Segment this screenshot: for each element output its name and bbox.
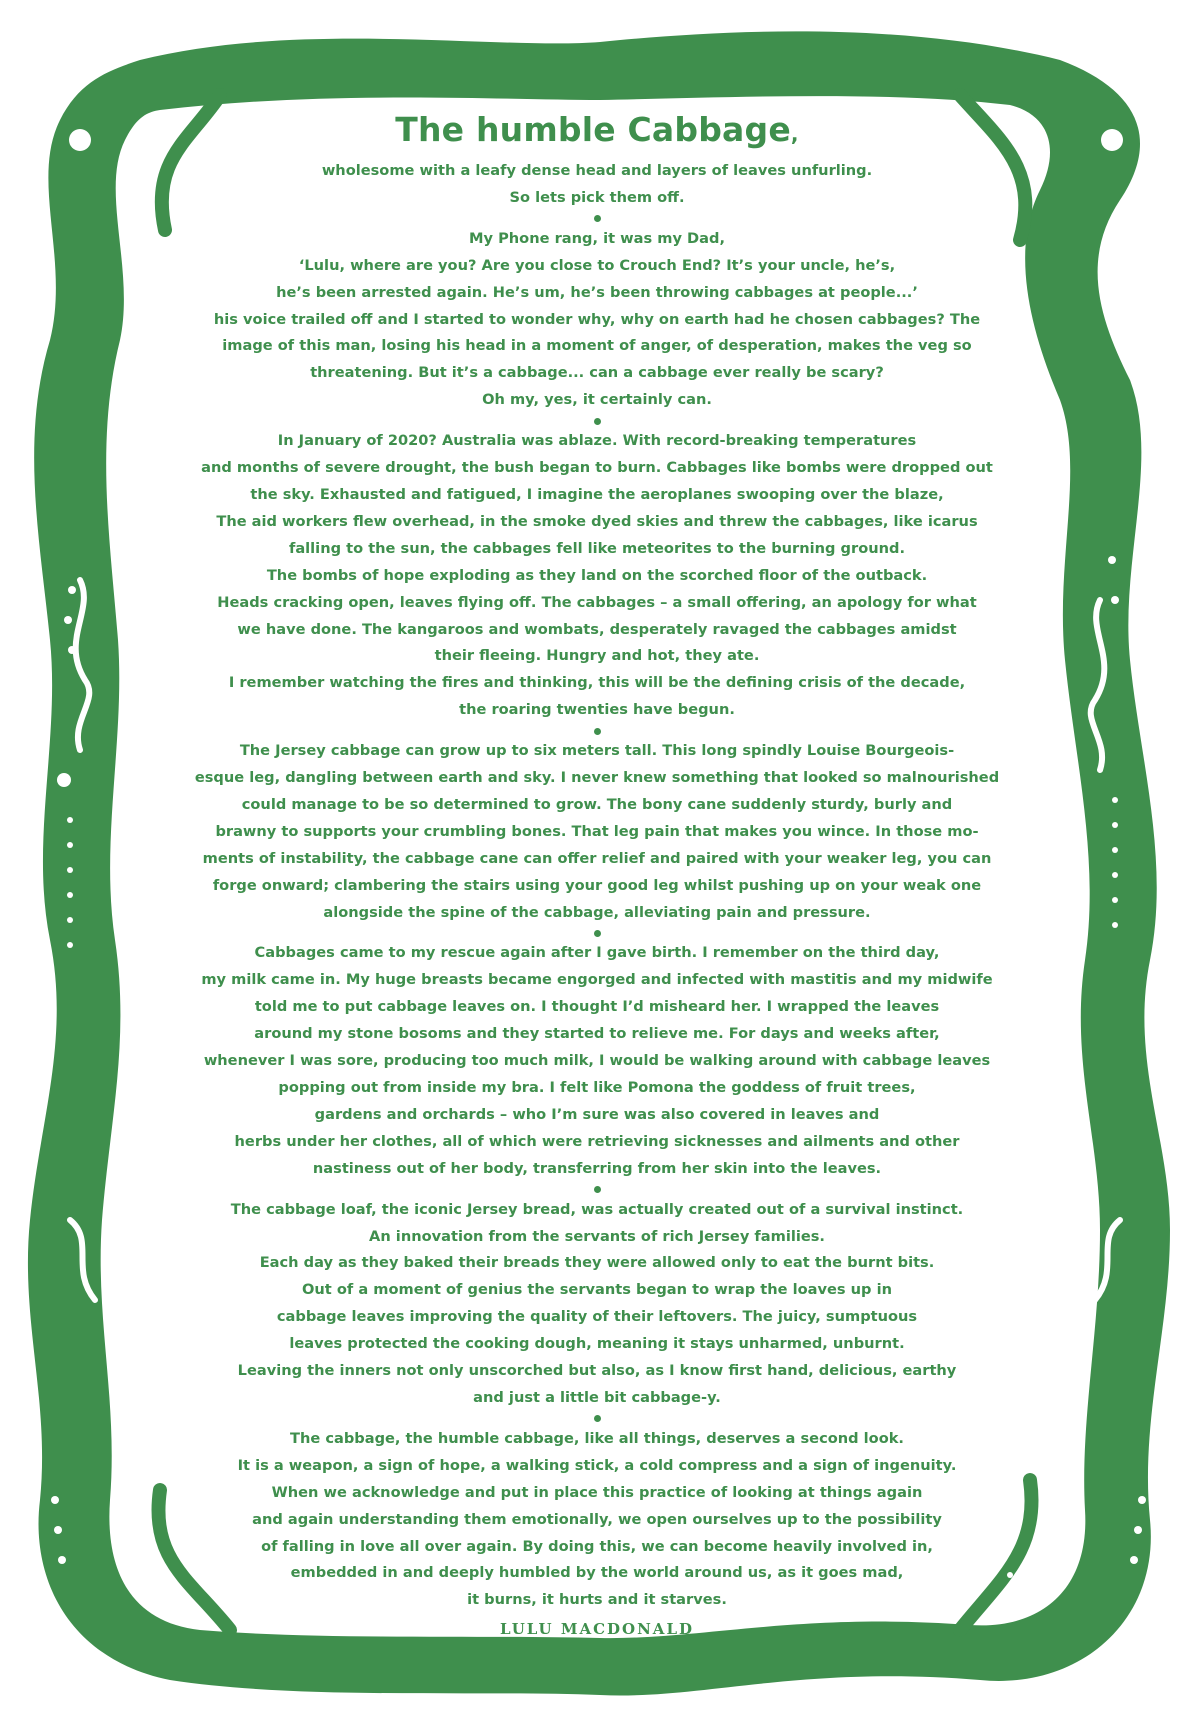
bullet-dot-icon [594, 1186, 601, 1193]
bullet-dot-icon [594, 418, 601, 425]
stanza-separator-dot [190, 414, 1004, 428]
poem-line: ments of instability, the cabbage cane can offer relief and paired with your weaker leg, you can [202, 849, 992, 867]
stanza [190, 1426, 1004, 1614]
title-main: The humble Cabbage [395, 110, 791, 149]
poem-line: of falling in love all over again. By doing this, we can become heavily involved in, [261, 1537, 933, 1555]
bullet-dot-icon [594, 930, 601, 937]
poem-content [190, 108, 1004, 1642]
poem-line: the roaring twenties have begun. [459, 701, 735, 719]
stanza [190, 158, 1004, 212]
poem-line: whenever I was sore, producing too much milk, I would be walking around with cabbage leaves [203, 1052, 991, 1070]
poem-line: his voice trailed off and I started to wonder why, why on earth had he chosen cabbages? The [213, 310, 981, 328]
stanza-separator-dot [190, 724, 1004, 738]
poem-line: and months of severe drought, the bush began to burn. Cabbages like bombs were dropped out [201, 459, 993, 477]
poem-line: When we acknowledge and put in place this practice of looking at things again [271, 1483, 923, 1501]
bullet-dot-icon [594, 215, 601, 222]
title-comma: , [790, 122, 799, 146]
poem-line: Each day as they baked their breads they were allowed only to eat the burnt bits. [259, 1254, 935, 1272]
poem-line: popping out from inside my bra. I felt like Pomona the goddess of fruit trees, [278, 1079, 916, 1096]
poem-line: image of this man, losing his head in a moment of anger, of desperation, makes the veg so [222, 337, 972, 355]
poem-line: ‘Lulu, where are you? Are you close to Crouch End? It’s your uncle, he’s, [298, 256, 896, 274]
stanza [190, 940, 1004, 1182]
poem-line: embedded in and deeply humbled by the world around us, as it goes mad, [290, 1564, 904, 1582]
poem-line: So lets pick them off. [509, 188, 685, 206]
poem-line: I remember watching the fires and thinking, this will be the defining crisis of the decade, [228, 674, 966, 692]
stanza [190, 226, 1004, 414]
poem-line: alongside the spine of the cabbage, alleviating pain and pressure. [323, 903, 871, 921]
poem-line: he’s been arrested again. He’s um, he’s been throwing cabbages at people...’ [276, 283, 918, 301]
bullet-dot-icon [594, 728, 601, 735]
stanza-separator-dot [190, 1412, 1004, 1426]
poem-line: and again understanding them emotionally, we open ourselves up to the possibility [252, 1510, 942, 1528]
poem-line: Out of a moment of genius the servants began to wrap the loaves up in [302, 1281, 892, 1299]
poem-line: and just a little bit cabbage-y. [473, 1388, 721, 1406]
poem-line: it burns, it hurts and it starves. [467, 1591, 727, 1609]
poem-line: The cabbage loaf, the iconic Jersey bread, was actually created out of a survival instinct. [230, 1200, 964, 1218]
poem-line: their fleeing. Hungry and hot, they ate. [434, 647, 760, 665]
poem-line: falling to the sun, the cabbages fell like meteorites to the burning ground. [288, 539, 906, 557]
page-title [190, 108, 1004, 156]
poem-line: cabbage leaves improving the quality of their leftovers. The juicy, sumptuous [276, 1308, 918, 1326]
poem-line: Leaving the inners not only unscorched but also, as I know first hand, delicious, earthy [237, 1362, 957, 1380]
poem-line: The aid workers flew overhead, in the smoke dyed skies and threw the cabbages, like icarus [216, 512, 978, 530]
poem-line: It is a weapon, a sign of hope, a walking stick, a cold compress and a sign of ingenuity. [237, 1456, 957, 1474]
poem-line: In January of 2020? Australia was ablaze. With record-breaking temperatures [277, 432, 917, 450]
stanza-separator-dot [190, 1183, 1004, 1197]
stanza [190, 738, 1004, 926]
poem-line: gardens and orchards – who I’m sure was also covered in leaves and [314, 1105, 880, 1123]
poem-line: The Jersey cabbage can grow up to six meters tall. This long spindly Louise Bourgeois- [239, 742, 955, 760]
poem-line: we have done. The kangaroos and wombats, desperately ravaged the cabbages amidst [237, 620, 957, 638]
author-name: LULU MACDONALD [500, 1620, 694, 1639]
poem-line: forge onward; clambering the stairs using your good leg whilst pushing up on your weak one [212, 876, 982, 894]
poem-line: Heads cracking open, leaves flying off. The cabbages – a small offering, an apology for what [217, 593, 977, 611]
poem-line: could manage to be so determined to grow. The bony cane suddenly sturdy, burly and [241, 795, 953, 813]
poem-line: wholesome with a leafy dense head and layers of leaves unfurling. [321, 162, 873, 179]
poem-line: My Phone rang, it was my Dad, [468, 229, 725, 247]
poem-line: The cabbage, the humble cabbage, like all things, deserves a second look. [290, 1429, 904, 1447]
stanza [190, 428, 1004, 724]
poem-line: leaves protected the cooking dough, meaning it stays unharmed, unburnt. [289, 1335, 905, 1353]
poem-line: nastiness out of her body, transferring from her skin into the leaves. [312, 1159, 882, 1177]
poem-line: my milk came in. My huge breasts became engorged and infected with mastitis and my midwife [201, 971, 993, 989]
poem-line: Cabbages came to my rescue again after I gave birth. I remember on the third day, [254, 944, 940, 962]
poem-line: told me to put cabbage leaves on. I thought I’d misheard her. I wrapped the leaves [254, 998, 940, 1016]
stanza-separator-dot [190, 212, 1004, 226]
poem-line: around my stone bosoms and they started to relieve me. For days and weeks after, [254, 1025, 940, 1043]
stanza-separator-dot [190, 926, 1004, 940]
poem-line: esque leg, dangling between earth and sky. I never knew something that looked so malnourished [194, 769, 1000, 787]
stanzas [190, 158, 1004, 1614]
poem-line: The bombs of hope exploding as they land on the scorched floor of the outback. [266, 566, 928, 584]
poem-line: the sky. Exhausted and fatigued, I imagine the aeroplanes swooping over the blaze, [250, 485, 944, 503]
poem-line: An innovation from the servants of rich Jersey families. [369, 1227, 825, 1245]
poem-line: threatening. But it’s a cabbage... can a cabbage ever really be scary? [310, 364, 884, 382]
stanza [190, 1197, 1004, 1412]
poem-line: brawny to supports your crumbling bones. That leg pain that makes you wince. In those mo- [215, 822, 979, 840]
poem-line: Oh my, yes, it certainly can. [482, 391, 712, 409]
bullet-dot-icon [594, 1415, 601, 1422]
poem-line: herbs under her clothes, all of which were retrieving sicknesses and ailments and other [234, 1132, 960, 1150]
